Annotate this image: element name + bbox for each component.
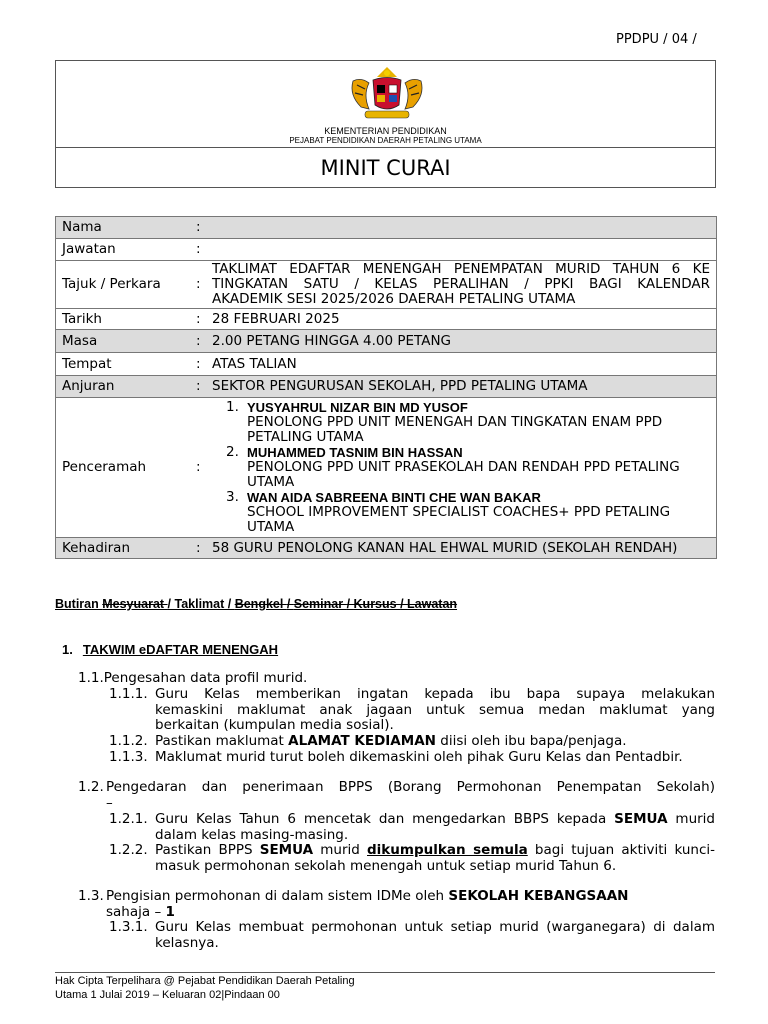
- tajuk-line: TAKLIMAT EDAFTAR MENENGAH PENEMPATAN MURID TAHUN 6 KE: [212, 261, 710, 277]
- value-nama: [206, 217, 717, 239]
- item-line: Guru Kelas memberikan ingatan kepada ibu bapa supaya melakukan: [155, 686, 715, 702]
- colon: :: [192, 239, 206, 261]
- colon: :: [192, 330, 206, 353]
- speaker-item: [226, 400, 710, 445]
- value-tarikh: 28 FEBRUARI 2025: [206, 309, 717, 330]
- item-text: Pastikan BPPS: [155, 842, 260, 858]
- item-line: dalam kelas masing-masing.: [155, 826, 349, 843]
- label-penceramah: Penceramah: [56, 398, 193, 538]
- tajuk-line: TINGKATAN SATU / KELAS PERALIHAN / PPKI BAGI KALENDAR: [212, 276, 710, 292]
- colon: :: [192, 261, 206, 309]
- item-emphasis: 1: [165, 903, 175, 920]
- item-line: Pengedaran dan penerimaan BPPS (Borang Permohonan Penempatan Sekolah): [106, 779, 715, 795]
- ministry-title: KEMENTERIAN PENDIDIKAN: [324, 126, 447, 136]
- item-1-3: [106, 889, 715, 920]
- value-masa: 2.00 PETANG HINGGA 4.00 PETANG: [206, 330, 717, 353]
- item-line: [106, 905, 715, 921]
- item-line: kelasnya.: [155, 934, 219, 951]
- label-tajuk: Tajuk / Perkara: [56, 261, 193, 309]
- item-text: Pastikan maklumat: [155, 733, 289, 749]
- label-jawatan: Jawatan: [56, 239, 193, 261]
- row-nama: [56, 217, 717, 239]
- row-kehadiran: [56, 538, 717, 559]
- document-title: MINIT CURAI: [56, 147, 715, 188]
- speaker-role: SCHOOL IMPROVEMENT SPECIALIST COACHES+ PPD PETALING UTAMA: [247, 504, 671, 535]
- colon: :: [192, 398, 206, 538]
- speaker-role: PENOLONG PPD UNIT PRASEKOLAH DAN RENDAH PPD PETALING UTAMA: [247, 459, 680, 490]
- struck-lawatan: Lawatan: [407, 597, 458, 611]
- item-emphasis: ALAMAT KEDIAMAN: [288, 733, 436, 749]
- colon: :: [192, 309, 206, 330]
- details-prefix: Butiran: [55, 597, 103, 611]
- item-1-2-2: [155, 843, 715, 874]
- struck-separator: /: [400, 597, 408, 611]
- item-line: berkaitan (kumpulan media sosial).: [155, 717, 394, 733]
- item-line: [106, 889, 715, 905]
- document-reference: PPDPU / 04 /: [616, 32, 697, 47]
- speaker-role: PENOLONG PPD UNIT MENENGAH DAN TINGKATAN ENAM PPD PETALING UTAMA: [247, 414, 663, 445]
- label-nama: Nama: [56, 217, 193, 239]
- item-1-1-3: Maklumat murid turut boleh dikemaskini oleh pihak Guru Kelas dan Pentadbir.: [155, 749, 683, 765]
- item-1-1-1: [155, 687, 715, 734]
- item-text: Guru Kelas Tahun 6 mencetak dan mengedarkan BBPS kepada: [155, 811, 615, 827]
- item-1-1: [78, 671, 307, 687]
- value-kehadiran: 58 GURU PENOLONG KANAN HAL EHWAL MURID (SEKOLAH RENDAH): [206, 538, 717, 559]
- item-1-2: [106, 780, 715, 811]
- label-tarikh: Tarikh: [56, 309, 193, 330]
- item-line: Guru Kelas membuat permohonan untuk setiap murid (warganegara) di dalam: [155, 919, 715, 935]
- section-title: TAKWIM eDAFTAR MENENGAH: [82, 642, 279, 657]
- speaker-item: [226, 445, 710, 490]
- struck-bengkel: Bengkel: [234, 597, 287, 611]
- speaker-name: MUHAMMED TASNIM BIN HASSAN: [247, 445, 463, 460]
- value-jawatan: [206, 239, 717, 261]
- speaker-number: 2.: [226, 444, 239, 460]
- row-penceramah: [56, 398, 717, 538]
- row-jawatan: [56, 239, 717, 261]
- row-anjuran: [56, 376, 717, 398]
- ministry-name: [56, 127, 715, 145]
- row-tarikh: [56, 309, 717, 330]
- item-1-1-2: [155, 734, 627, 750]
- coat-of-arms-emblem: [339, 65, 435, 127]
- struck-mesyuarat: Mesyuarat: [102, 597, 168, 611]
- label-kehadiran: Kehadiran: [56, 538, 193, 559]
- speaker-name: YUSYAHRUL NIZAR BIN MD YUSOF: [247, 400, 468, 415]
- details-heading: [55, 597, 457, 611]
- item-text: murid: [313, 842, 368, 858]
- struck-kursus: Kursus: [353, 597, 401, 611]
- speaker-number: 3.: [226, 489, 239, 505]
- value-penceramah: [206, 398, 717, 538]
- footer-line: Utama 1 Julai 2019 – Keluaran 02|Pindaan 00: [55, 989, 280, 1001]
- value-tempat: ATAS TALIAN: [206, 353, 717, 376]
- speaker-list: [212, 400, 710, 535]
- speaker-name: WAN AIDA SABREENA BINTI CHE WAN BAKAR: [247, 490, 541, 505]
- item-text: murid: [667, 811, 715, 827]
- struck-separator: /: [286, 597, 294, 611]
- details-taklimat: / Taklimat /: [167, 597, 235, 611]
- row-tajuk: [56, 261, 717, 309]
- item-text: diisi oleh ibu bapa/penjaga.: [435, 733, 627, 749]
- section-number: 1.: [62, 642, 73, 657]
- item-emphasis: SEMUA: [614, 811, 668, 827]
- colon: :: [192, 353, 206, 376]
- value-anjuran: SEKTOR PENGURUSAN SEKOLAH, PPD PETALING UTAMA: [206, 376, 717, 398]
- colon: :: [192, 376, 206, 398]
- item-1-3-1: [155, 920, 715, 951]
- row-tempat: [56, 353, 717, 376]
- speaker-item: [226, 490, 710, 535]
- item-text: sahaja –: [106, 903, 166, 920]
- section-heading: [62, 642, 278, 657]
- item-emphasis: SEMUA: [259, 842, 314, 858]
- item-line: [155, 843, 715, 859]
- item-line: –: [106, 794, 113, 811]
- item-line: [155, 812, 715, 828]
- footer-line: Hak Cipta Terpelihara @ Pejabat Pendidikan Daerah Petaling: [55, 975, 355, 987]
- tajuk-line: AKADEMIK SESI 2025/2026 DAERAH PETALING UTAMA: [212, 291, 576, 307]
- colon: :: [192, 217, 206, 239]
- struck-separator: /: [346, 597, 354, 611]
- item-1-2-1: [155, 812, 715, 843]
- item-1-3-number: 1.3.: [78, 888, 104, 904]
- colon: :: [192, 538, 206, 559]
- page-footer: [55, 972, 715, 1002]
- item-1-2-number: 1.2.: [78, 779, 104, 795]
- item-text: Pengesahan data profil murid.: [103, 670, 308, 686]
- meeting-details-table: [55, 216, 717, 559]
- item-number: 1.1.: [78, 670, 104, 686]
- office-name: PEJABAT PENDIDIKAN DAERAH PETALING UTAMA: [289, 136, 482, 145]
- item-1-3-1-number: 1.3.1.: [109, 919, 148, 935]
- struck-seminar: Seminar: [293, 597, 347, 611]
- item-1-2-2-number: 1.2.2.: [109, 842, 148, 858]
- value-tajuk: [206, 261, 717, 309]
- item-line: kemaskini maklumat anak jagaan untuk semua medan maklumat yang: [155, 701, 715, 718]
- item-emphasis: SEKOLAH KEBANGSAAN: [448, 888, 629, 904]
- item-line: masuk permohonan sekolah menengah untuk setiap murid Tahun 6.: [155, 857, 617, 874]
- speaker-number: 1.: [226, 399, 239, 415]
- row-masa: [56, 330, 717, 353]
- item-1-1-2-number: 1.1.2.: [109, 733, 148, 749]
- item-1-2-1-number: 1.2.1.: [109, 811, 148, 827]
- label-tempat: Tempat: [56, 353, 193, 376]
- label-anjuran: Anjuran: [56, 376, 193, 398]
- item-1-1-1-number: 1.1.1.: [109, 686, 148, 702]
- label-masa: Masa: [56, 330, 193, 353]
- item-1-1-3-number: 1.1.3.: [109, 749, 148, 765]
- item-underlined-emphasis: dikumpulkan semula: [367, 842, 528, 858]
- item-text: Pengisian permohonan di dalam sistem IDMe oleh: [106, 888, 449, 904]
- letterhead: [55, 60, 716, 188]
- item-text: bagi tujuan aktiviti kunci-: [527, 842, 716, 858]
